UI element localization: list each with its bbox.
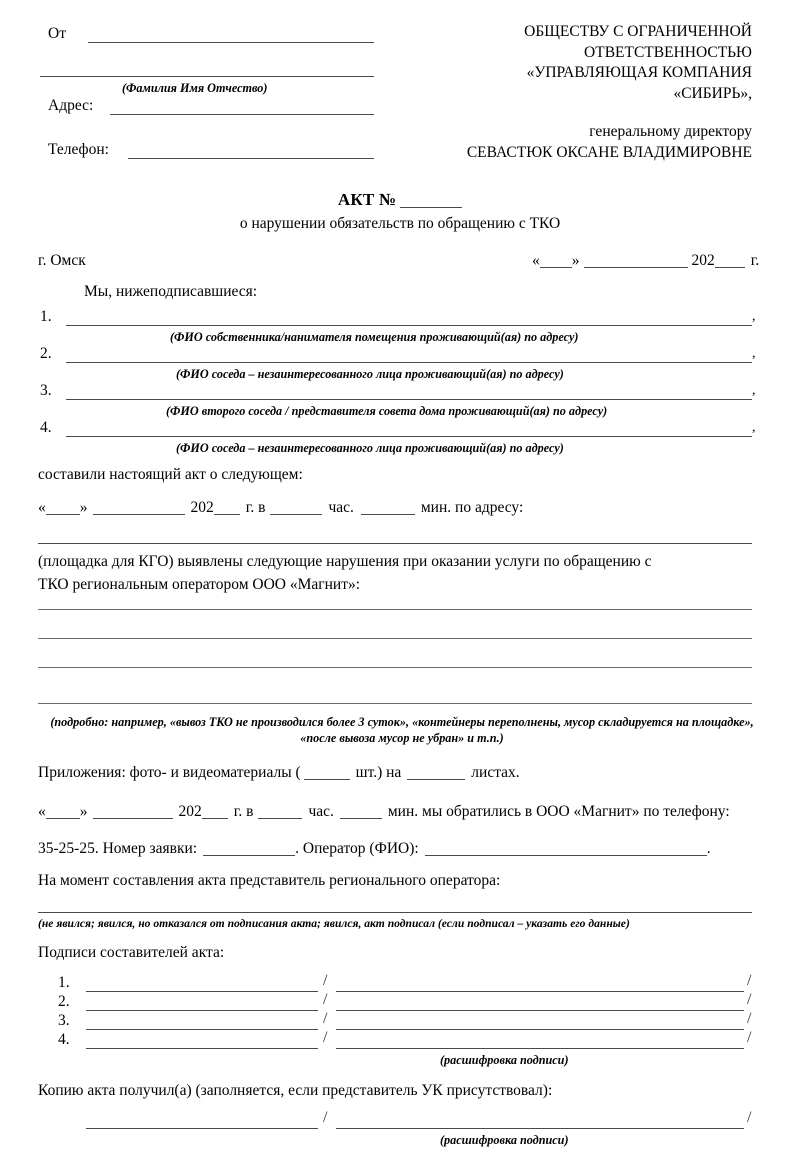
undersigned-caption-4: (ФИО соседа – незаинтересованного лица проживающий(ая) по адресу) xyxy=(176,441,564,455)
fio-caption: (Фамилия Имя Отчество) xyxy=(122,81,268,95)
incident-address-field[interactable] xyxy=(38,543,752,544)
drew-up-text: составили настоящий акт о следующем: xyxy=(38,466,303,483)
undersigned-caption-2: (ФИО соседа – незаинтересованного лица проживающий(ая) по адресу) xyxy=(176,367,564,381)
address-label: Адрес: xyxy=(48,97,94,114)
undersigned-comma-2: , xyxy=(752,346,756,361)
call-hour-unit: час. xyxy=(308,803,334,820)
incident-quote-open: « xyxy=(38,499,46,516)
signature-end-1: / xyxy=(747,972,752,989)
undersigned-field-1[interactable] xyxy=(66,325,752,326)
call-phone: 35-25-25. Номер заявки: xyxy=(38,840,198,857)
undersigned-field-2[interactable] xyxy=(66,362,752,363)
undersigned-comma-1: , xyxy=(752,309,756,324)
signature-field-2[interactable] xyxy=(86,1010,318,1011)
call-minute-field[interactable] xyxy=(340,818,382,819)
violations-field-line-2[interactable] xyxy=(38,638,752,639)
incident-year-field[interactable] xyxy=(214,514,240,515)
day-field[interactable] xyxy=(540,267,572,268)
violations-intro-line-2: ТКО региональным оператором ООО «Магнит»: xyxy=(38,576,361,593)
incident-day-field[interactable] xyxy=(46,514,80,515)
call-year-field[interactable] xyxy=(202,818,228,819)
undersigned-comma-3: , xyxy=(752,383,756,398)
operator-name-field[interactable] xyxy=(425,855,707,856)
act-number-field[interactable] xyxy=(400,207,462,208)
undersigned-number-3: 3. xyxy=(40,382,52,399)
signature-number-4: 4. xyxy=(58,1031,70,1048)
signature-end-3: / xyxy=(747,1010,752,1027)
signature-decode-field-3[interactable] xyxy=(336,1029,744,1030)
attachments-count-field[interactable] xyxy=(304,779,350,780)
copy-receipt-decode-caption: (расшифровка подписи) xyxy=(440,1133,569,1147)
addressee-line-2: ОТВЕТСТВЕННОСТЬЮ xyxy=(584,43,752,61)
undersigned-intro: Мы, нижеподписавшиеся: xyxy=(84,283,258,300)
example-caption-line-2: на площадке», «после вывоза мусор не убран» и т.п.) xyxy=(300,715,754,746)
copy-receipt-signature-field[interactable] xyxy=(86,1128,318,1129)
signature-separator-3: / xyxy=(323,1010,328,1027)
signature-separator-4: / xyxy=(323,1029,328,1046)
call-hour-field[interactable] xyxy=(258,818,302,819)
addressee-name: СЕВАСТЮК ОКСАНЕ ВЛАДИМИРОВНЕ xyxy=(466,144,752,161)
signature-field-4[interactable] xyxy=(86,1048,318,1049)
incident-minute-unit: мин. по адресу: xyxy=(420,499,524,516)
representative-field-line[interactable] xyxy=(38,912,752,913)
year-suffix: г. xyxy=(750,252,760,269)
copy-receipt-decode-field[interactable] xyxy=(336,1128,744,1129)
call-year-prefix: 202 xyxy=(178,803,202,820)
attachments-sheets-field[interactable] xyxy=(407,779,465,780)
representative-intro: На момент составления акта представитель регионального оператора: xyxy=(38,872,501,889)
incident-month-field[interactable] xyxy=(93,514,185,515)
phone-label: Телефон: xyxy=(48,141,109,158)
violations-intro-line-1: (площадка для КГО) выявлены следующие нарушения при оказании услуги по обращению с xyxy=(38,553,652,570)
from-label: От xyxy=(48,25,66,42)
undersigned-field-4[interactable] xyxy=(66,436,752,437)
year-prefix: 202 xyxy=(691,252,715,269)
undersigned-comma-4: , xyxy=(752,420,756,435)
incident-hour-field[interactable] xyxy=(270,514,322,515)
incident-year-prefix: 202 xyxy=(190,499,214,516)
incident-year-suffix: г. в xyxy=(245,499,266,516)
violations-field-line-1[interactable] xyxy=(38,609,752,610)
request-number-field[interactable] xyxy=(203,855,295,856)
signature-end-4: / xyxy=(747,1029,752,1046)
signature-field-1[interactable] xyxy=(86,991,318,992)
operator-label: . Оператор (ФИО): xyxy=(295,840,419,857)
violations-field-line-3[interactable] xyxy=(38,667,752,668)
signature-number-2: 2. xyxy=(58,993,70,1010)
example-caption xyxy=(38,714,766,747)
attachments-count-unit: шт.) на xyxy=(355,764,402,781)
signature-decode-field-4[interactable] xyxy=(336,1048,744,1049)
incident-hour-unit: час. xyxy=(328,499,354,516)
undersigned-number-1: 1. xyxy=(40,308,52,325)
undersigned-caption-3: (ФИО второго соседа / представителя совета дома проживающий(ая) по адресу) xyxy=(166,404,608,418)
year-field[interactable] xyxy=(715,267,745,268)
call-month-field[interactable] xyxy=(93,818,173,819)
attachments-prefix: Приложения: фото- и видеоматериалы ( xyxy=(38,764,301,781)
call-minute-unit: мин. мы обратились в ООО «Магнит» по телефону: xyxy=(387,803,730,820)
copy-receipt-end: / xyxy=(747,1109,752,1126)
address-field-line[interactable] xyxy=(110,114,374,115)
copy-receipt-separator: / xyxy=(323,1109,328,1126)
from-field-line[interactable] xyxy=(88,42,374,43)
addressee-line-3: «УПРАВЛЯЮЩАЯ КОМПАНИЯ xyxy=(526,64,752,82)
addressee-line-4: «СИБИРЬ», xyxy=(673,84,752,102)
undersigned-number-2: 2. xyxy=(40,345,52,362)
addressee-line-1: ОБЩЕСТВУ С ОГРАНИЧЕННОЙ xyxy=(524,23,752,40)
page-title xyxy=(0,190,800,210)
call-year-suffix: г. в xyxy=(233,803,254,820)
signature-end-2: / xyxy=(747,991,752,1008)
representative-caption: (не явился; явился, но отказался от подписания акта; явился, акт подписал (если подписал – указать его данные) xyxy=(38,917,630,930)
month-field[interactable] xyxy=(584,267,688,268)
signatures-decode-caption: (расшифровка подписи) xyxy=(440,1053,569,1067)
signatures-title: Подписи составителей акта: xyxy=(38,944,225,961)
call-day-field[interactable] xyxy=(46,818,80,819)
signature-decode-field-2[interactable] xyxy=(336,1010,744,1011)
operator-end: . xyxy=(706,840,711,857)
from-field-line-second[interactable] xyxy=(40,76,374,77)
city-label: г. Омск xyxy=(38,252,86,269)
incident-quote-close: » xyxy=(79,499,88,516)
attachments-sheets-unit: листах. xyxy=(471,764,520,781)
call-datetime-line xyxy=(38,803,730,821)
attachments-line xyxy=(38,764,520,782)
page-title-text: АКТ № xyxy=(337,190,397,209)
signature-separator-2: / xyxy=(323,991,328,1008)
incident-datetime-line xyxy=(38,499,523,517)
addressee-role: генеральному директору xyxy=(589,123,752,140)
incident-minute-field[interactable] xyxy=(361,514,415,515)
phone-field-line[interactable] xyxy=(128,158,374,159)
undersigned-number-4: 4. xyxy=(40,419,52,436)
undersigned-caption-1: (ФИО собственника/нанимателя помещения проживающий(ая) по адресу) xyxy=(170,330,579,344)
signature-number-3: 3. xyxy=(58,1012,70,1029)
date-line xyxy=(532,252,759,270)
copy-receipt-title: Копию акта получил(а) (заполняется, если представитель УК присутствовал): xyxy=(38,1082,553,1099)
violations-field-line-4[interactable] xyxy=(38,703,752,704)
call-request-line xyxy=(38,840,711,858)
quote-open: « xyxy=(532,252,540,269)
quote-close: » xyxy=(571,252,580,269)
signature-field-3[interactable] xyxy=(86,1029,318,1030)
page-subtitle: о нарушении обязательств по обращению с ТКО xyxy=(239,215,561,232)
undersigned-field-3[interactable] xyxy=(66,399,752,400)
call-quote-open: « xyxy=(38,803,46,820)
call-quote-close: » xyxy=(79,803,88,820)
signature-number-1: 1. xyxy=(58,974,70,991)
addressee-block xyxy=(524,22,752,104)
signature-separator-1: / xyxy=(323,972,328,989)
signature-decode-field-1[interactable] xyxy=(336,991,744,992)
example-caption-line-1: (подробно: например, «вывоз ТКО не производился более 3 суток», «контейнеры переполнены, мусор складируется xyxy=(50,715,673,729)
